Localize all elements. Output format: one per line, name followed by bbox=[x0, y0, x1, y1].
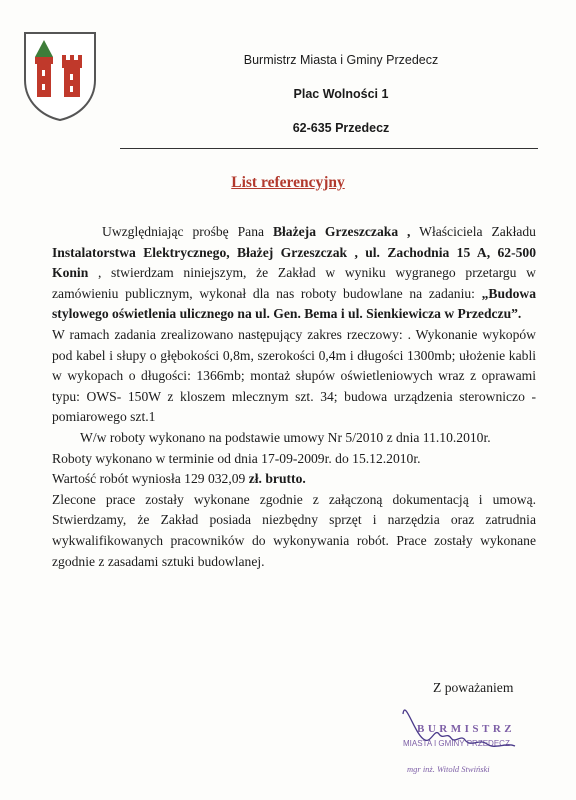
para1-text-1: Uwzględniając prośbę Pana bbox=[102, 224, 273, 239]
closing-salutation: Z poważaniem bbox=[433, 680, 514, 695]
paragraph-request bbox=[52, 222, 536, 325]
stamp-line-2: MIASTA I GMINY PRZEDECZ bbox=[403, 739, 510, 748]
right-tower-icon bbox=[62, 55, 82, 97]
paragraph-contract: W/w roboty wykonano na podstawie umowy Nr 5/2010 z dnia 11.10.2010r. bbox=[80, 429, 491, 445]
paragraph-scope: W ramach zadania zrealizowano następujący zakres rzeczowy: . Wykonanie wykopów pod kabel i słupy o głębokości 0,8m, szerokości 0,4m i długości 1300mb; ułożenie kabli w wykopach o długości: 1366mb; montaż słupów oświetleniowych wraz z oprawami typu: OWS- 150W z kloszem mlecznym szt. 34; budowa urządzenia sterowniczo - pomiarowego szt.1 bbox=[52, 326, 536, 425]
letterhead-street: Plac Wolności 1 bbox=[293, 87, 389, 101]
letterhead-office: Burmistrz Miasta i Gminy Przedecz bbox=[243, 53, 439, 67]
project-name: „Budowa stylowego oświetlenia ulicznego na ul. Gen. Bema i ul. Sienkiewicza w Przedczu”. bbox=[52, 285, 536, 322]
letterhead-city: 62-635 Przedecz bbox=[292, 121, 390, 135]
contractor-name: Błażeja Grzeszczaka , bbox=[272, 224, 411, 239]
para1-text-2: Właściciela Zakładu bbox=[410, 224, 536, 239]
company-name-address: Instalatorstwa Elektrycznego, Błażej Grzeszczak , ul. Zachodnia 15 A, 62-500 Konin bbox=[52, 244, 536, 281]
signature-stamp bbox=[395, 692, 555, 787]
paragraph-value bbox=[52, 469, 536, 490]
letter-body bbox=[52, 222, 536, 572]
paragraph-dates: Roboty wykonano w terminie od dnia 17-09-2009r. do 15.12.2010r. bbox=[52, 450, 421, 466]
stamp-line-3: mgr inż. Witold Stwiński bbox=[407, 764, 490, 774]
value-text: Wartość robót wyniosła 129 032,09 bbox=[52, 471, 249, 487]
paragraph-assessment: Zlecone prace zostały wykonane zgodnie z załączoną dokumentacją i umową. Stwierdzamy, że Zakład posiada niezbędny sprzęt i narzędzia oraz zatrudnia wykwalifikowanych pracowników do wykonywania robót. Prace zostały wykonane zgodnie z zasadami sztuki budowlanej. bbox=[52, 491, 536, 569]
stamp-line-1: BURMISTRZ bbox=[417, 723, 516, 735]
letter-title: List referencyjny bbox=[231, 174, 345, 191]
value-currency: zł. brutto. bbox=[248, 471, 306, 487]
coat-of-arms-icon bbox=[22, 30, 98, 122]
para1-text-3: , stwierdzam niniejszym, że Zakład w wyniku wygranego przetargu w zamówieniu publicznym, wykonał dla nas roboty budowlane na zadaniu: bbox=[52, 265, 536, 301]
letterhead-divider bbox=[120, 148, 538, 149]
